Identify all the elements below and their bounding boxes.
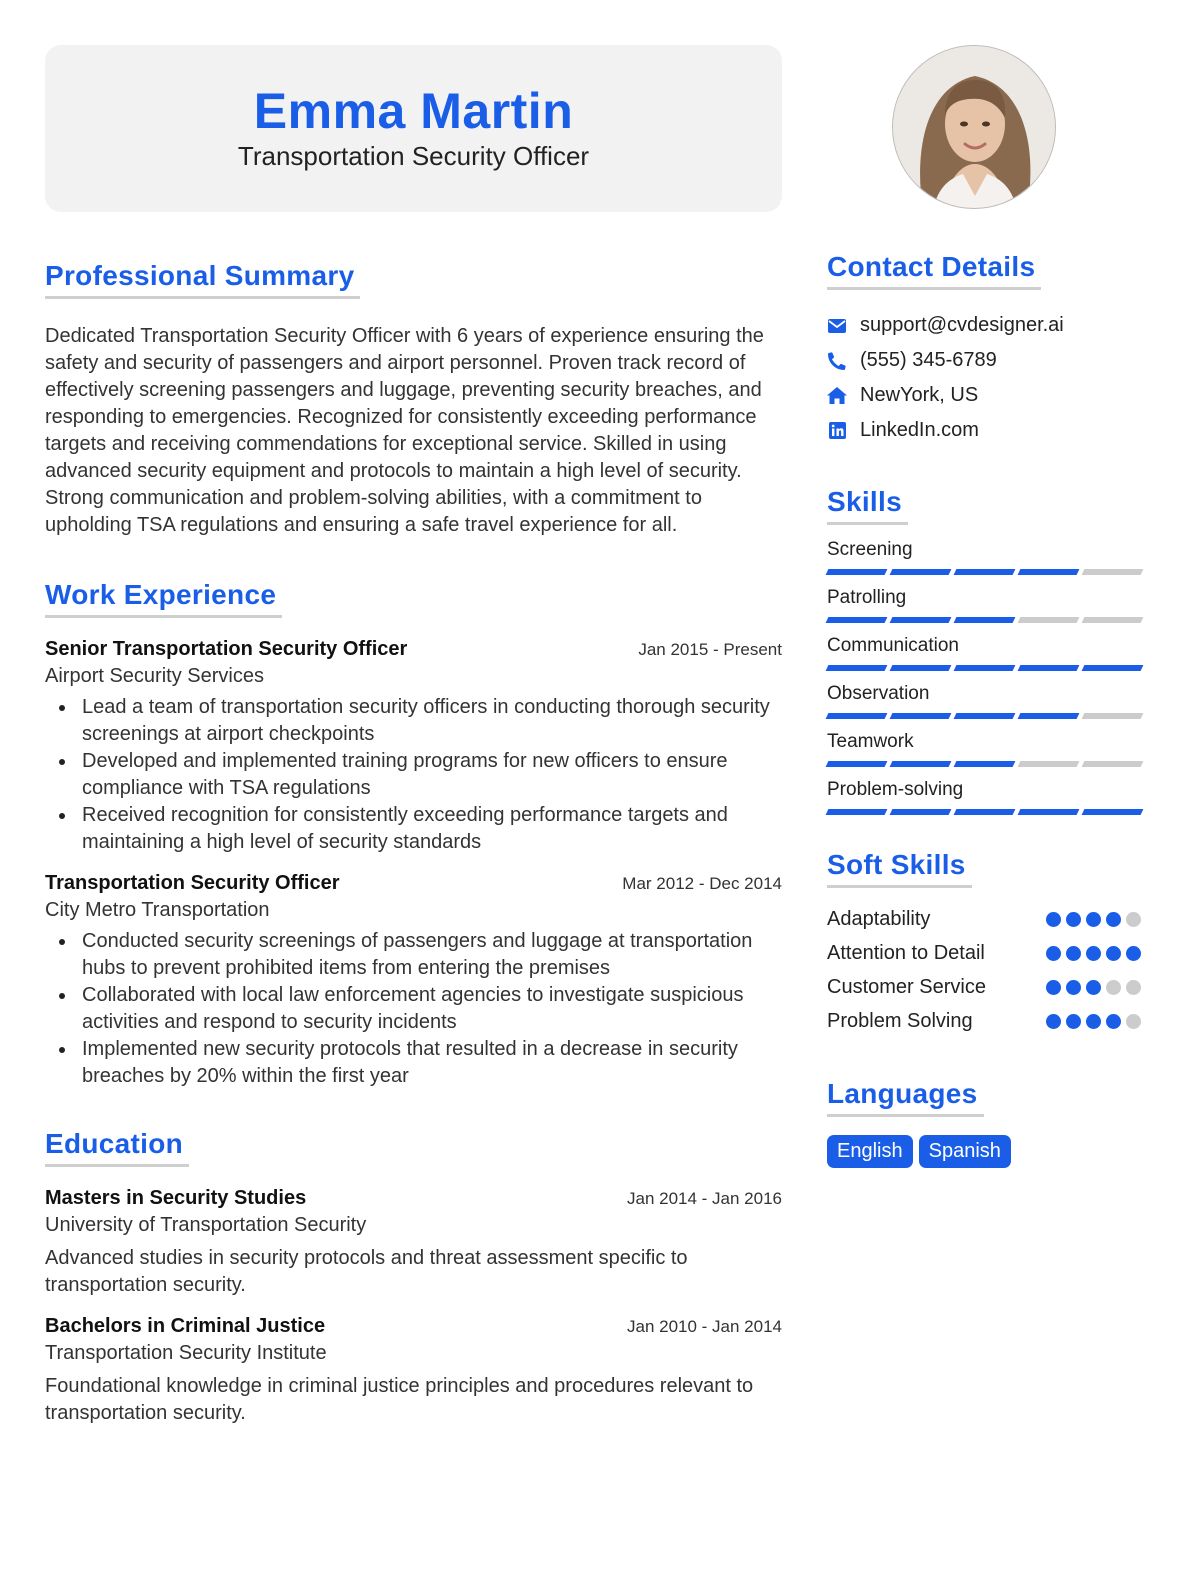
languages-section <box>827 1078 1147 1168</box>
rating-dot <box>1086 946 1101 961</box>
job-company: City Metro Transportation <box>45 899 270 921</box>
list-item: Developed and implemented training programs for new officers to ensure compliance with TSA regulations <box>45 748 782 802</box>
rating-dot <box>1046 912 1061 927</box>
skills-list <box>827 539 1147 815</box>
contact-linkedin[interactable] <box>827 413 1147 448</box>
skill-bar-segment <box>826 665 888 671</box>
skill-bar-segment <box>954 665 1016 671</box>
skill-bar-segment <box>954 569 1016 575</box>
rating-dot <box>1106 1014 1121 1029</box>
envelope-icon <box>827 316 847 336</box>
job-bullets <box>45 928 782 1090</box>
skill-bar-segment <box>826 713 888 719</box>
job-bullets <box>45 694 782 856</box>
skill-item <box>827 539 1147 575</box>
education-description: Foundational knowledge in criminal justice principles and procedures relevant to transportation security. <box>45 1375 754 1424</box>
candidate-title: Transportation Security Officer <box>237 141 590 171</box>
email-text: support@cvdesigner.ai <box>860 314 1064 336</box>
skill-name: Communication <box>827 635 959 656</box>
skill-level-bar <box>827 761 1147 767</box>
profile-photo <box>892 45 1056 209</box>
skill-item <box>827 635 1147 671</box>
contact-heading: Contact Details <box>827 251 1041 290</box>
skill-bar-segment <box>1018 665 1080 671</box>
skill-bar-segment <box>1018 569 1080 575</box>
skill-level-bar <box>827 665 1147 671</box>
list-item: Implemented new security protocols that resulted in a decrease in security breaches by 20% within the first year <box>45 1036 782 1090</box>
skill-bar-segment <box>1018 809 1080 815</box>
skill-bar-segment <box>890 761 952 767</box>
rating-dot <box>1126 980 1141 995</box>
skill-bar-segment <box>954 761 1016 767</box>
skill-bar-segment <box>1082 665 1144 671</box>
soft-skills-section <box>827 849 1147 1038</box>
contact-email[interactable] <box>827 308 1147 343</box>
soft-skill-item <box>827 902 1147 936</box>
education-date: Jan 2014 - Jan 2016 <box>626 1189 782 1208</box>
education-entry <box>45 1315 782 1427</box>
soft-skill-rating <box>1046 980 1141 995</box>
phone-text: (555) 345-6789 <box>860 349 997 371</box>
soft-skill-item <box>827 1004 1147 1038</box>
skills-heading: Skills <box>827 486 908 525</box>
education-entry <box>45 1187 782 1299</box>
phone-icon <box>827 351 847 371</box>
rating-dot <box>1086 912 1101 927</box>
experience-heading: Work Experience <box>45 579 282 618</box>
summary-section <box>45 260 782 539</box>
rating-dot <box>1126 912 1141 927</box>
skill-bar-segment <box>954 617 1016 623</box>
summary-heading: Professional Summary <box>45 260 360 299</box>
skills-section <box>827 486 1147 815</box>
skill-bar-segment <box>1082 617 1144 623</box>
skill-bar-segment <box>890 665 952 671</box>
languages-heading: Languages <box>827 1078 984 1117</box>
skill-bar-segment <box>1082 569 1144 575</box>
soft-skill-item <box>827 970 1147 1004</box>
experience-section <box>45 579 782 1090</box>
linkedin-text: LinkedIn.com <box>860 419 979 441</box>
education-section <box>45 1128 782 1427</box>
skill-bar-segment <box>1082 809 1144 815</box>
sidebar-column <box>827 45 1147 1168</box>
soft-skill-name: Adaptability <box>827 907 931 930</box>
rating-dot <box>1106 912 1121 927</box>
soft-skill-rating <box>1046 1014 1141 1029</box>
rating-dot <box>1106 946 1121 961</box>
list-item: Received recognition for consistently exceeding performance targets and maintaining a high level of security standards <box>45 802 782 856</box>
job-entry <box>45 638 782 856</box>
job-date: Mar 2012 - Dec 2014 <box>622 874 782 893</box>
language-badge: Spanish <box>919 1135 1011 1168</box>
language-badge: English <box>827 1135 913 1168</box>
school-name: Transportation Security Institute <box>45 1342 327 1364</box>
skill-bar-segment <box>826 617 888 623</box>
skill-name: Observation <box>827 683 930 704</box>
school-name: University of Transportation Security <box>45 1214 367 1236</box>
skill-bar-segment <box>890 617 952 623</box>
skill-item <box>827 683 1147 719</box>
skill-bar-segment <box>1018 713 1080 719</box>
skill-level-bar <box>827 569 1147 575</box>
job-title: Transportation Security Officer <box>45 872 340 894</box>
job-date: Jan 2015 - Present <box>638 640 782 659</box>
summary-text: Dedicated Transportation Security Officer with 6 years of experience ensuring the safety and security of passengers and airport personnel. Proven track record of effectively screening passengers and luggage, preventing security breaches, and responding to emergencies. Recognized for consistently exceeding performance targets and receiving commendations for exceptional service. Skilled in using advanced security equipment and protocols to maintain a high level of security. Strong communication and problem-solving abilities, with a commitment to upholding TSA regulations and ensuring a safe travel experience for all. <box>45 325 764 536</box>
skill-bar-segment <box>890 713 952 719</box>
skill-bar-segment <box>826 809 888 815</box>
rating-dot <box>1046 1014 1061 1029</box>
home-icon <box>827 386 847 406</box>
skill-bar-segment <box>1082 713 1144 719</box>
skill-bar-segment <box>1018 761 1080 767</box>
soft-skill-item <box>827 936 1147 970</box>
rating-dot <box>1046 946 1061 961</box>
education-heading: Education <box>45 1128 189 1167</box>
rating-dot <box>1126 946 1141 961</box>
list-item: Conducted security screenings of passengers and luggage at transportation hubs to prevent prohibited items from entering the premises <box>45 928 782 982</box>
job-title: Senior Transportation Security Officer <box>45 638 408 660</box>
header-card <box>45 45 782 212</box>
languages-list <box>827 1135 1147 1168</box>
skill-level-bar <box>827 713 1147 719</box>
contact-location <box>827 378 1147 413</box>
rating-dot <box>1086 980 1101 995</box>
skill-name: Patrolling <box>827 587 907 608</box>
job-entry <box>45 872 782 1090</box>
rating-dot <box>1086 1014 1101 1029</box>
skill-level-bar <box>827 809 1147 815</box>
skill-bar-segment <box>826 569 888 575</box>
soft-skill-rating <box>1046 946 1141 961</box>
rating-dot <box>1066 980 1081 995</box>
contact-section <box>827 251 1147 448</box>
skill-name: Problem-solving <box>827 779 964 800</box>
degree-title: Masters in Security Studies <box>45 1187 307 1209</box>
list-item: Lead a team of transportation security officers in conducting thorough security screenings at airport checkpoints <box>45 694 782 748</box>
skill-level-bar <box>827 617 1147 623</box>
rating-dot <box>1126 1014 1141 1029</box>
linkedin-icon <box>827 421 847 441</box>
degree-title: Bachelors in Criminal Justice <box>45 1315 326 1337</box>
rating-dot <box>1066 912 1081 927</box>
skill-bar-segment <box>890 809 952 815</box>
skill-item <box>827 587 1147 623</box>
soft-skill-name: Customer Service <box>827 975 986 998</box>
education-description: Advanced studies in security protocols and threat assessment specific to transportation security. <box>45 1247 688 1296</box>
soft-skills-heading: Soft Skills <box>827 849 972 888</box>
soft-skill-name: Problem Solving <box>827 1009 973 1032</box>
rating-dot <box>1066 946 1081 961</box>
skill-name: Teamwork <box>827 731 914 752</box>
location-text: NewYork, US <box>860 384 979 406</box>
main-column <box>45 45 782 1427</box>
soft-skill-rating <box>1046 912 1141 927</box>
job-company: Airport Security Services <box>45 665 264 687</box>
rating-dot <box>1046 980 1061 995</box>
soft-skill-name: Attention to Detail <box>827 941 985 964</box>
skill-bar-segment <box>826 761 888 767</box>
list-item: Collaborated with local law enforcement agencies to investigate suspicious activities and respond to security incidents <box>45 982 782 1036</box>
soft-skills-list <box>827 902 1147 1038</box>
portrait-icon <box>893 46 1056 209</box>
skill-bar-segment <box>954 713 1016 719</box>
contact-phone[interactable] <box>827 343 1147 378</box>
candidate-name: Emma Martin <box>253 83 574 139</box>
skill-bar-segment <box>1082 761 1144 767</box>
education-date: Jan 2010 - Jan 2014 <box>626 1317 782 1336</box>
rating-dot <box>1106 980 1121 995</box>
skill-bar-segment <box>954 809 1016 815</box>
rating-dot <box>1066 1014 1081 1029</box>
skill-bar-segment <box>1018 617 1080 623</box>
skill-item <box>827 779 1147 815</box>
skill-name: Screening <box>827 539 913 560</box>
skill-item <box>827 731 1147 767</box>
skill-bar-segment <box>890 569 952 575</box>
